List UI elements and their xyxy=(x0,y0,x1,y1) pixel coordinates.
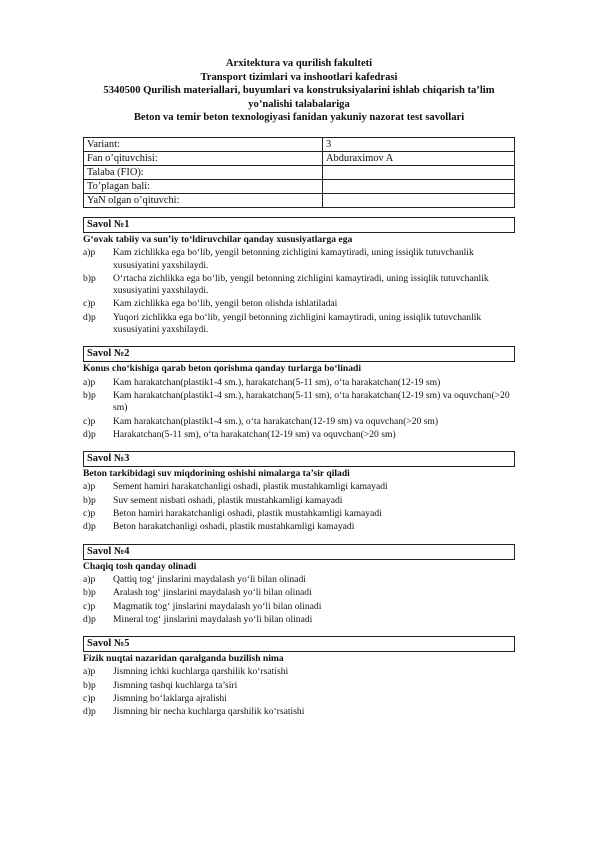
option-label: b)p xyxy=(83,389,96,401)
option-label: a)p xyxy=(83,481,96,493)
option-label: d)p xyxy=(83,613,96,625)
option-text: Kam zichlikka ega bo‘lib, yengil beton olishda ishlatiladai xyxy=(113,298,338,310)
answer-option xyxy=(83,273,515,298)
question-text: Konus cho‘kishiga qarab beton qorishma qanday turlarga bo‘linadi xyxy=(83,363,362,375)
answer-option xyxy=(83,429,515,441)
option-label: c)p xyxy=(83,298,96,310)
option-label: c)p xyxy=(83,415,96,427)
option-label: a)p xyxy=(83,666,96,678)
option-text: Mineral tog‘ jinslarini maydalash yo‘li bilan olinadi xyxy=(113,613,313,625)
answer-option xyxy=(83,508,515,520)
faculty-title: Arxitektura va qurilish fakulteti xyxy=(225,58,373,69)
answer-option xyxy=(83,312,515,337)
option-text: Jismning bir necha kuchlarga qarshilik ko‘rsatishi xyxy=(113,706,305,718)
question-number: Savol №3 xyxy=(83,451,515,467)
option-text: Sement hamiri harakatchanligi oshadi, plastik mustahkamligi kamayadi xyxy=(113,481,388,493)
answer-option xyxy=(83,666,515,678)
info-label: YaN olgan o’qituvchi: xyxy=(84,193,323,207)
option-text: Aralash tog‘ jinslarini maydalash yo‘li bilan olinadi xyxy=(113,587,312,599)
info-value: 3 xyxy=(323,137,515,151)
info-label: Variant: xyxy=(84,137,323,151)
option-text: Kam harakatchan(plastik1-4 sm.), o‘ta harakatchan(12-19 sm) va oquvchan(>20 sm) xyxy=(113,415,439,427)
option-label: d)p xyxy=(83,428,96,440)
test-document xyxy=(83,57,515,719)
info-row xyxy=(84,193,515,207)
answer-option xyxy=(83,614,515,626)
info-label: To’plagan bali: xyxy=(84,179,323,193)
question-text: Fizik nuqtai nazaridan qaralganda buzilish nima xyxy=(83,653,284,665)
answer-option xyxy=(83,247,515,272)
test-title: Beton va temir beton texnologiyasi fanidan yakuniy nazorat test savollari xyxy=(133,112,465,124)
question-block xyxy=(83,217,515,336)
option-label: b)p xyxy=(83,272,96,284)
answer-option xyxy=(83,574,515,586)
info-label: Fan o’qituvchisi: xyxy=(84,151,323,165)
option-label: b)p xyxy=(83,494,96,506)
question-number: Savol №5 xyxy=(83,636,515,652)
option-label: a)p xyxy=(83,376,96,388)
answer-option xyxy=(83,495,515,507)
option-text: Yuqori zichlikka ega bo‘lib, yengil betonning zichligini kamaytiradi, uning issiqlik tutuvchanlik xususiyatini yaxshilaydi. xyxy=(113,311,482,336)
option-label: c)p xyxy=(83,692,96,704)
option-text: Jismning bo‘laklarga ajralishi xyxy=(113,692,227,704)
answer-option xyxy=(83,521,515,533)
option-text: Qattiq tog‘ jinslarini maydalash yo‘li bilan olinadi xyxy=(113,573,306,585)
questions-list xyxy=(83,217,515,719)
option-label: b)p xyxy=(83,587,96,599)
question-block xyxy=(83,346,515,441)
question-block xyxy=(83,636,515,718)
question-number: Savol №1 xyxy=(83,217,515,233)
option-text: Kam zichlikka ega bo‘lib, yengil betonning zichligini kamaytiradi, uning issiqlik tutuvchanlik xususiyatini yaxshilaydi. xyxy=(113,247,474,271)
option-text: Jismning ichki kuchlarga qarshilik ko‘rsatishi xyxy=(113,666,289,678)
option-text: Suv sement nisbati oshadi, plastik mustahkamligi kamayadi xyxy=(113,494,343,506)
option-label: d)p xyxy=(83,311,96,323)
question-number: Savol №4 xyxy=(83,544,515,560)
info-value xyxy=(323,165,515,179)
option-label: a)p xyxy=(83,573,96,585)
option-text: Harakatchan(5-11 sm), o‘ta harakatchan(12-19 sm) va oquvchan(>20 sm) xyxy=(113,428,396,440)
question-text: Chaqiq tosh qanday olinadi xyxy=(83,560,197,572)
answer-option xyxy=(83,693,515,705)
option-text: Beton harakatchanligi oshadi, plastik mustahkamligi kamayadi xyxy=(113,521,355,533)
option-text: Jismning tashqi kuchlarga ta’siri xyxy=(113,679,238,691)
option-text: Kam harakatchan(plastik1-4 sm.), harakatchan(5-11 sm), o‘ta harakatchan(12-19 sm) xyxy=(113,376,441,388)
option-label: b)p xyxy=(83,679,96,691)
info-value: Abduraximov A xyxy=(323,151,515,165)
option-label: c)p xyxy=(83,600,96,612)
option-text: Beton hamiri harakatchanligi oshadi, plastik mustahkamligi kamayadi xyxy=(113,508,382,520)
answer-option xyxy=(83,298,515,310)
answer-option xyxy=(83,481,515,493)
option-text: O‘rtacha zichlikka ega bo‘lib, yengil betonning zichligini kamaytiradi, uning issiqlik tutuvchanlik xususiyatini yaxshilaydi. xyxy=(113,272,489,297)
answer-option xyxy=(83,601,515,613)
option-text: Kam harakatchan(plastik1-4 sm.), harakatchan(5-11 sm), o‘ta harakatchan(12-19 sm) va oquvchan(>20 sm) xyxy=(113,389,510,414)
answer-option xyxy=(83,706,515,718)
question-number: Savol №2 xyxy=(83,346,515,362)
question-text: Beton tarkibidagi suv miqdorining oshishi nimalarga ta’sir qiladi xyxy=(83,468,350,480)
info-row xyxy=(84,137,515,151)
answer-option xyxy=(83,587,515,599)
question-block xyxy=(83,451,515,533)
answer-option xyxy=(83,377,515,389)
info-value xyxy=(323,193,515,207)
department-title: Transport tizimlari va inshootlari kafedrasi xyxy=(200,71,398,83)
option-text: Magmatik tog‘ jinslarini maydalash yo‘li bilan olinadi xyxy=(113,600,322,612)
option-label: a)p xyxy=(83,247,96,259)
program-subtitle: yo’nalishi talabalariga xyxy=(248,98,350,110)
info-row xyxy=(84,165,515,179)
question-text: G‘ovak tabiiy va sun’iy to‘ldiruvchilar qanday xususiyatlarga ega xyxy=(83,233,353,245)
info-label: Talaba (FIO): xyxy=(84,165,323,179)
option-label: d)p xyxy=(83,706,96,718)
info-table xyxy=(83,137,515,208)
info-value xyxy=(323,179,515,193)
answer-option xyxy=(83,680,515,692)
option-label: d)p xyxy=(83,521,96,533)
document-header xyxy=(83,57,515,125)
info-row xyxy=(84,179,515,193)
question-block xyxy=(83,544,515,626)
option-label: c)p xyxy=(83,508,96,520)
answer-option xyxy=(83,416,515,428)
program-title: 5340500 Qurilish materiallari, buyumlari va konstruksiyalarini ishlab chiqarish ta’lim xyxy=(103,85,495,97)
info-row xyxy=(84,151,515,165)
answer-option xyxy=(83,390,515,415)
